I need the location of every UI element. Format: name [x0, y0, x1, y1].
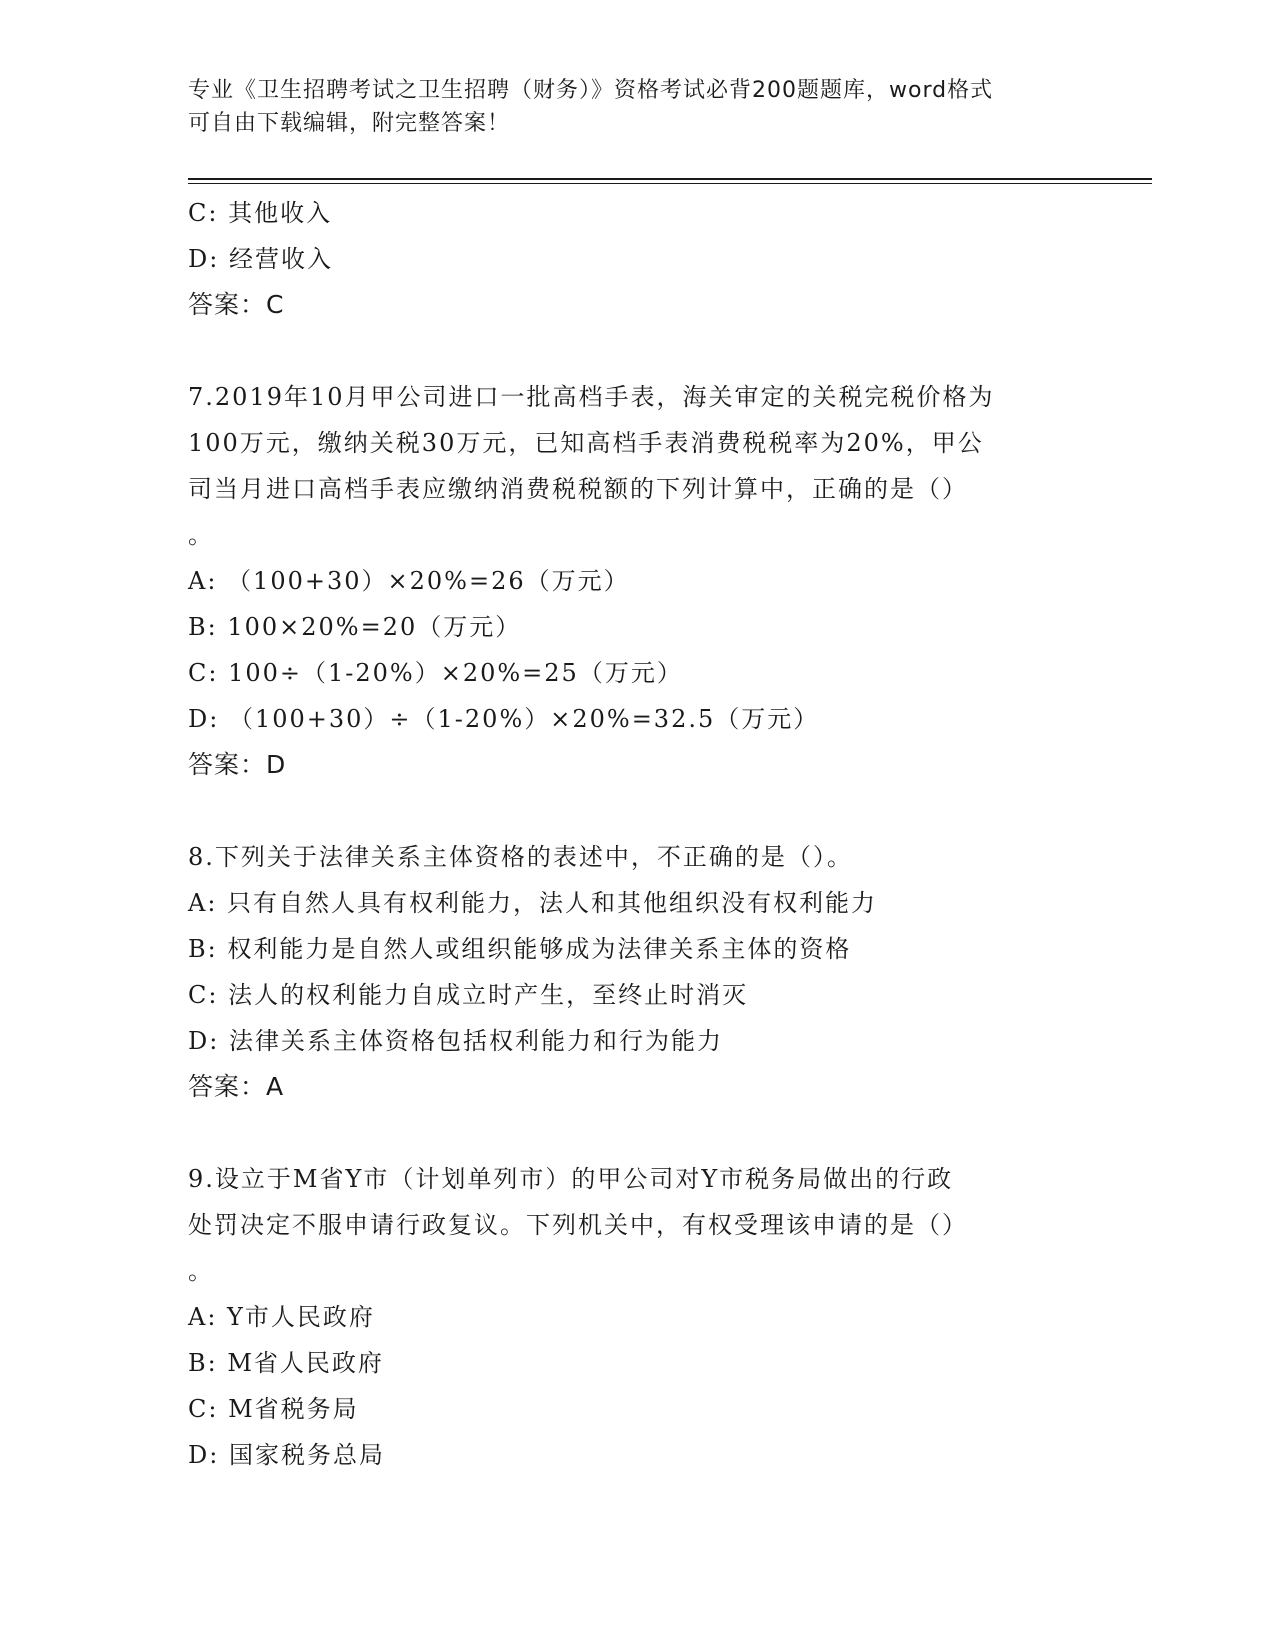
- header-line-1: 专业《卫生招聘考试之卫生招聘（财务）》资格考试必背200题题库，word格式: [188, 78, 994, 103]
- question-8: [188, 834, 1088, 1110]
- document-header: [188, 74, 1088, 140]
- q9-stem-line-1: 9.设立于M省Y市（计划单列市）的甲公司对Y市税务局做出的行政: [188, 1165, 954, 1193]
- q6-answer: 答案：C: [188, 290, 285, 319]
- header-line-2: 可自由下载编辑，附完整答案！: [188, 111, 511, 136]
- question-7: [188, 374, 1088, 788]
- q7-option-d: D: （100+30）÷（1-20%）×20%=32.5（万元）: [188, 705, 820, 733]
- q7-option-a: A: （100+30）×20%=26（万元）: [188, 567, 630, 595]
- q9-option-c: C: M省税务局: [188, 1395, 359, 1423]
- q9-option-d: D: 国家税务总局: [188, 1441, 385, 1469]
- q7-answer: 答案：D: [188, 750, 287, 779]
- q8-stem-line-1: 8.下列关于法律关系主体资格的表述中，不正确的是（）。: [188, 843, 853, 871]
- q6-option-d: D: 经营收入: [188, 245, 333, 273]
- spacer: [188, 1110, 1088, 1156]
- q7-stem-line-2: 100万元，缴纳关税30万元，已知高档手表消费税税率为20%，甲公: [188, 429, 984, 457]
- q7-stem-line-1: 7.2019年10月甲公司进口一批高档手表，海关审定的关税完税价格为: [188, 383, 995, 411]
- q9-stem-line-2: 处罚决定不服申请行政复议。下列机关中，有权受理该申请的是（）: [188, 1211, 968, 1239]
- q9-option-a: A: Y市人民政府: [188, 1303, 375, 1331]
- q8-option-a: A: 只有自然人具有权利能力，法人和其他组织没有权利能力: [188, 889, 878, 917]
- q9-stem-line-3: 。: [188, 1257, 214, 1285]
- q9-option-b: B: M省人民政府: [188, 1349, 384, 1377]
- header-divider-thin: [188, 183, 1152, 184]
- q6-option-c: C: 其他收入: [188, 199, 333, 227]
- spacer: [188, 788, 1088, 834]
- q8-option-c: C: 法人的权利能力自成立时产生，至终止时消灭: [188, 981, 749, 1009]
- q7-option-b: B: 100×20%=20（万元）: [188, 613, 522, 641]
- q8-answer: 答案：A: [188, 1072, 285, 1101]
- q8-option-b: B: 权利能力是自然人或组织能够成为法律关系主体的资格: [188, 935, 852, 963]
- header-divider-thick: [188, 178, 1152, 180]
- question-6-tail: [188, 190, 1088, 328]
- q7-stem-line-3: 司当月进口高档手表应缴纳消费税税额的下列计算中，正确的是（）: [188, 475, 968, 503]
- q8-option-d: D: 法律关系主体资格包括权利能力和行为能力: [188, 1027, 723, 1055]
- document-body: [188, 190, 1088, 1478]
- question-9: [188, 1156, 1088, 1478]
- q7-stem-line-4: 。: [188, 521, 214, 549]
- q7-option-c: C: 100÷（1-20%）×20%=25（万元）: [188, 659, 683, 687]
- spacer: [188, 328, 1088, 374]
